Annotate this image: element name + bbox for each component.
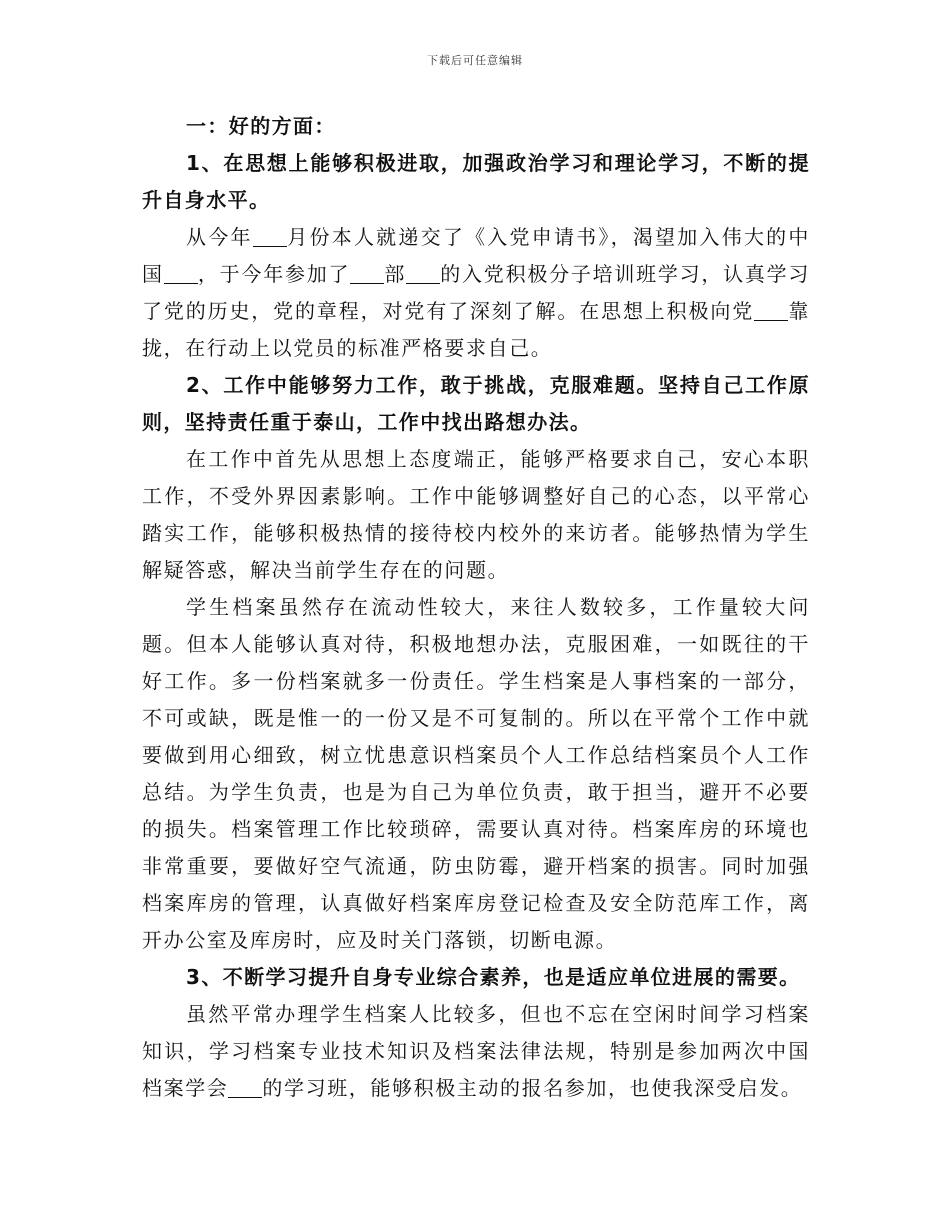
blank-line xyxy=(754,300,788,321)
paragraph-1-text-2: 月份本人就递交了《入党申请书》，渴望加入伟大的中国 xyxy=(142,225,810,286)
blank-line xyxy=(406,263,440,284)
paragraph-1-text-5: 的入党积极分子培训班学习，认真学习了党的历史，党的章程，对党有了深刻了解。在思想上积极向党 xyxy=(142,262,810,323)
paragraph-1-text-1: 从今年 xyxy=(186,225,253,249)
paragraph-4-text-1: 虽然平常办理学生档案人比较多，但也不忘在空闲时间学习档案知识，学习档案专业技术知识及档案法律法规，特别是参加两次中国档案学会 xyxy=(142,1002,810,1100)
paragraph-1-text-4: 部 xyxy=(384,262,407,286)
paragraph-3: 学生档案虽然存在流动性较大，来往人数较多，工作量较大问题。但本人能够认真对待，积极地想办法，克服困难，一如既往的干好工作。多一份档案就多一份责任。学生档案是人事档案的一部分，不可或缺，既是惟一的一份又是不可复制的。所以在平常个工作中就要做到用心细致，树立忧患意识档案员个人工作总结档案员个人工作总结。为学生负责，也是为自己为单位负责，敢于担当，避开不必要的损失。档案管理工作比较琐碎，需要认真对待。档案库房的环境也非常重要，要做好空气流通，防虫防霉，避开档案的损害。同时加强档案库房的管理，认真做好档案库房登记检查及安全防范库工作，离开办公室及库房时，应及时关门落锁，切断电源。 xyxy=(142,595,810,952)
paragraph-4 xyxy=(142,996,810,1107)
paragraph-1-text-3: ，于今年参加了 xyxy=(197,262,351,286)
paragraph-2: 在工作中首先从思想上态度端正，能够严格要求自己，安心本职工作，不受外界因素影响。工作中能够调整好自己的心态，以平常心踏实工作，能够积极热情的接待校内校外的来访者。能够热情为学生解疑答惑，解决当前学生存在的问题。 xyxy=(142,447,810,582)
heading-1: 1、在思想上能够积极进取，加强政治学习和理论学习，不断的提升自身水平。 xyxy=(142,151,810,212)
blank-line xyxy=(253,226,287,247)
heading-3: 3、不断学习提升自身专业综合素养，也是适应单位进展的需要。 xyxy=(186,965,801,989)
heading-2: 2、工作中能够努力工作，敢于挑战，克服难题。坚持自己工作原则，坚持责任重于泰山，工作中找出路想办法。 xyxy=(142,373,810,434)
page-header: 下载后可任意编辑 xyxy=(427,54,523,67)
blank-line xyxy=(228,1077,262,1098)
blank-line xyxy=(164,263,198,284)
paragraph-4-text-2: 的学习班，能够积极主动的报名参加，也使我深受启发。 xyxy=(262,1076,803,1100)
blank-line xyxy=(350,263,384,284)
document-body xyxy=(142,108,810,1107)
paragraph-1 xyxy=(142,219,810,367)
section-title: 一：好的方面： xyxy=(186,114,336,138)
paragraph-1-text-6: 靠拢，在行动上以党员的标准严格要求自己。 xyxy=(142,299,810,360)
